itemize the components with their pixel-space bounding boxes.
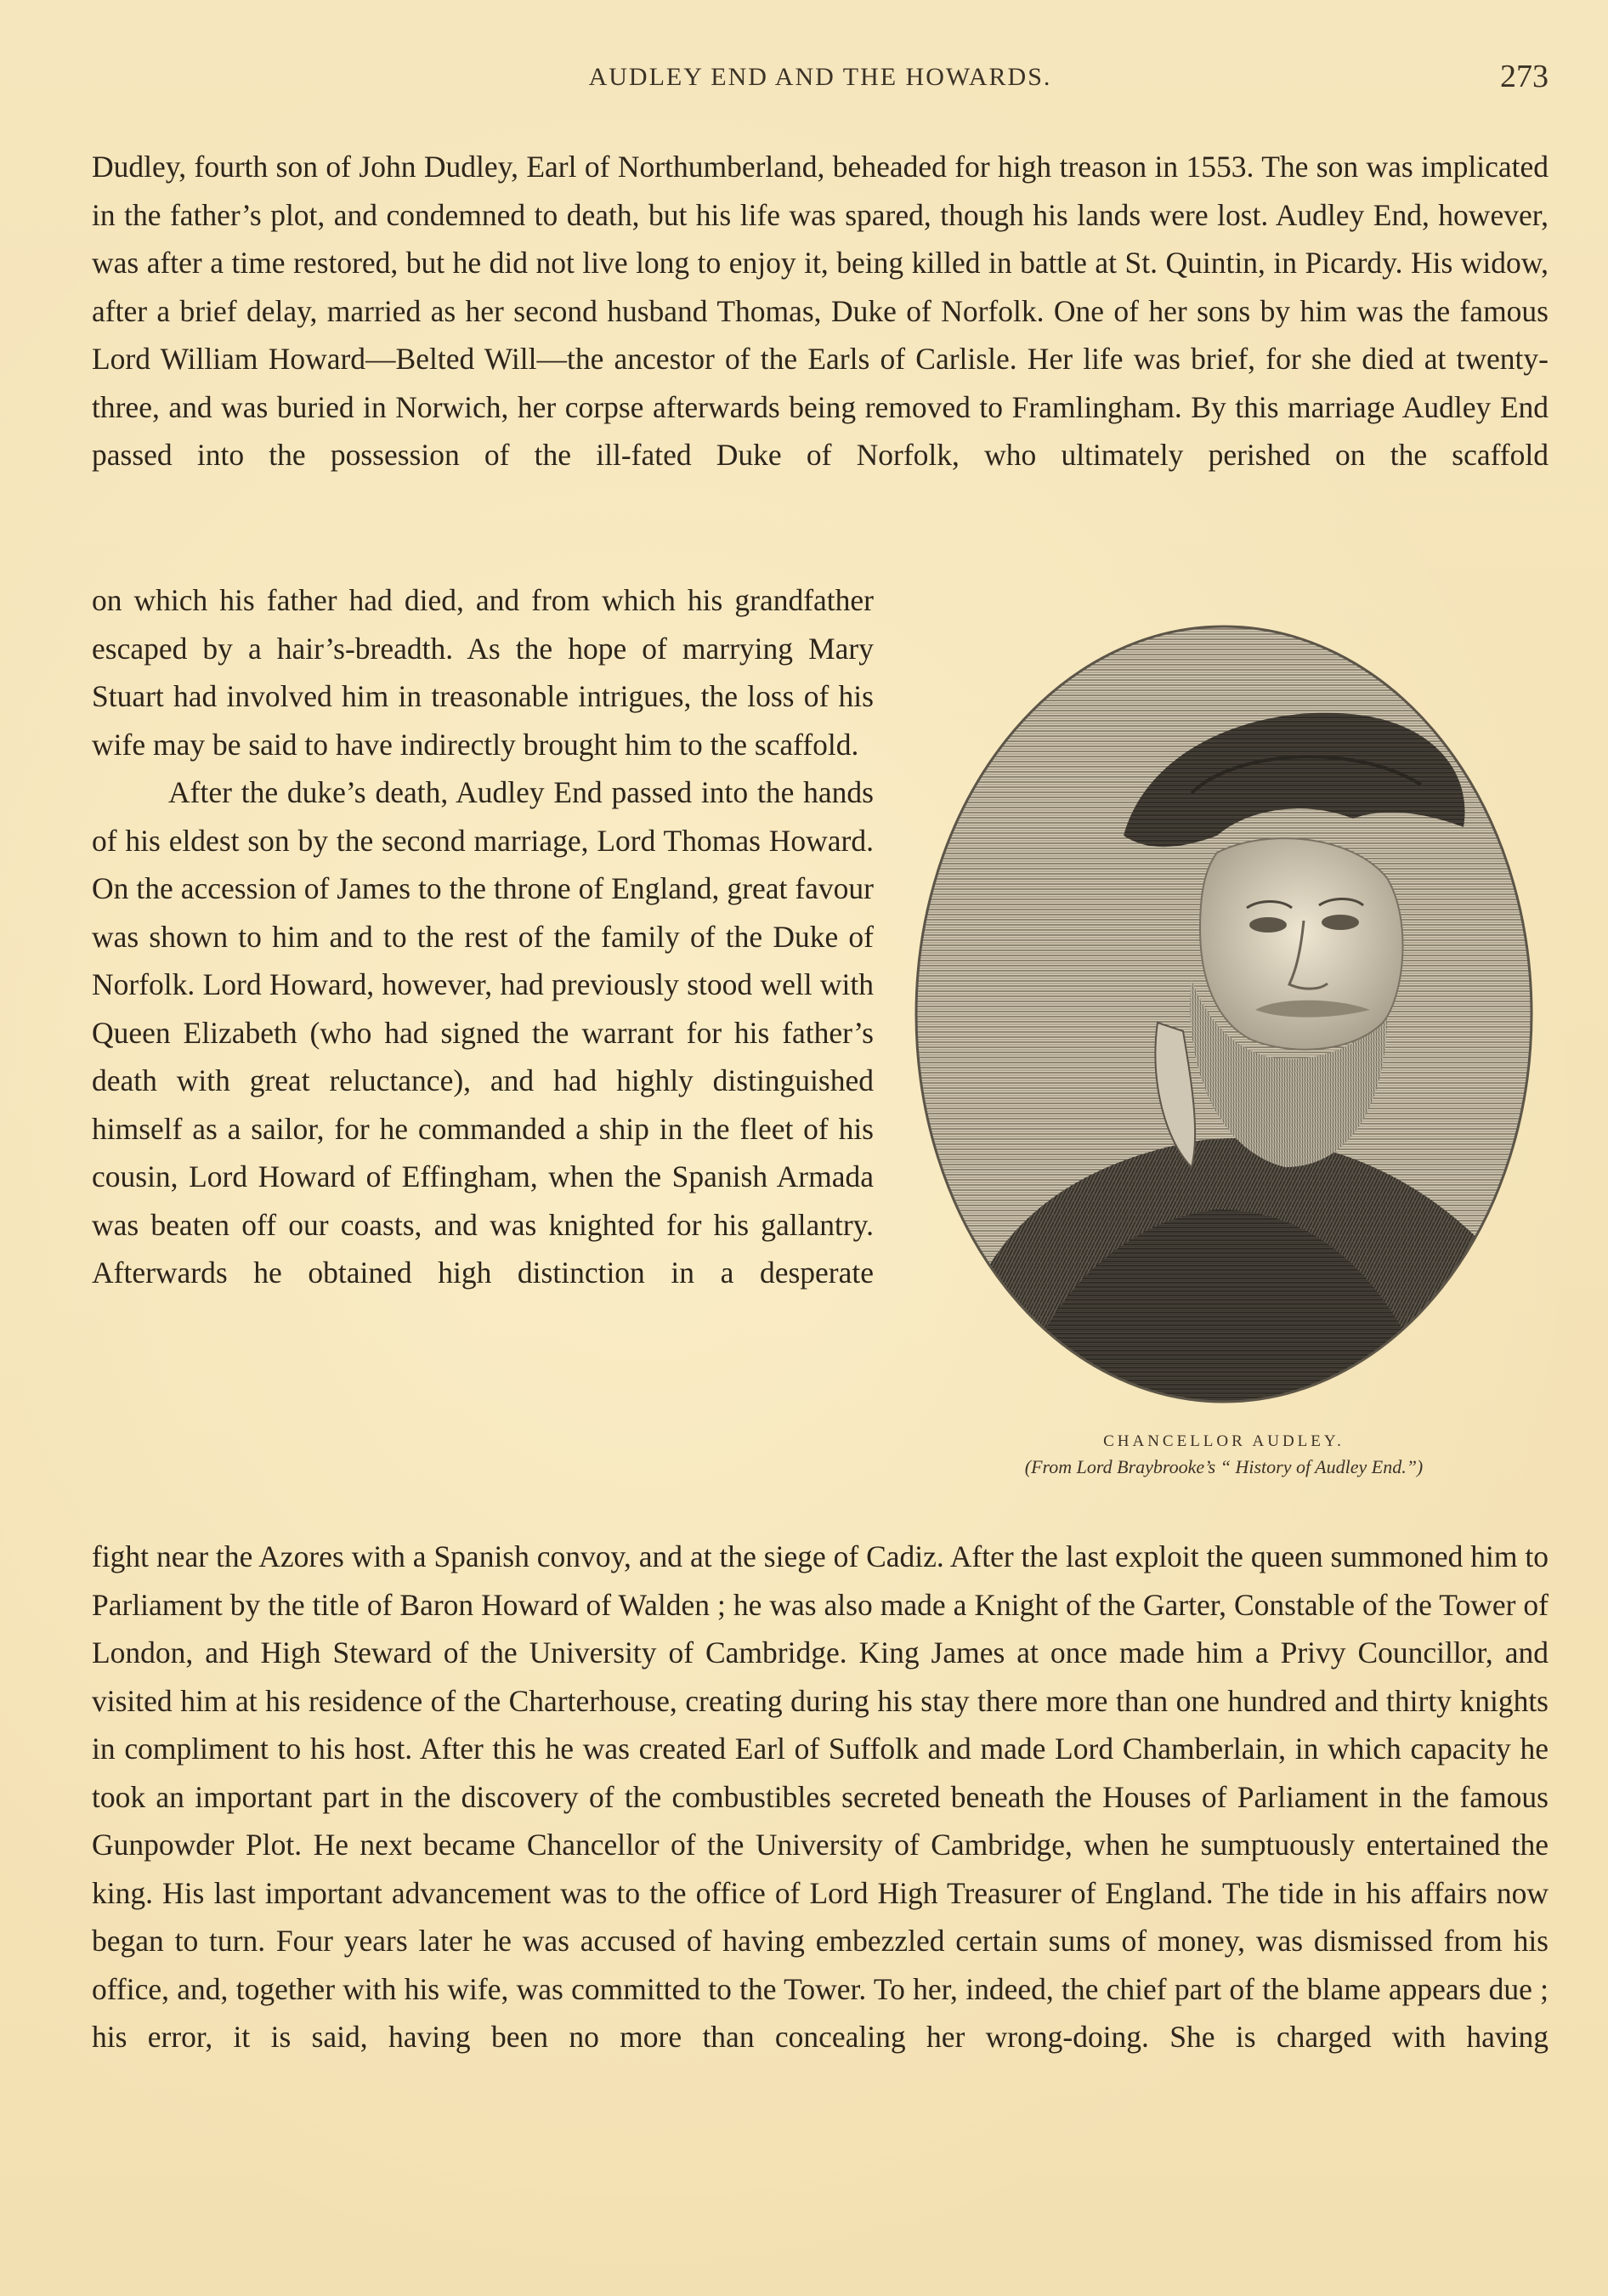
- caption-title: CHANCELLOR AUDLEY.: [1103, 1432, 1345, 1450]
- left-column: [92, 576, 874, 1297]
- bottom-paragraph: fight near the Azores with a Spanish convoy, and at the siege of Cadiz. After the last exploit the queen summoned him to Parliament by the title of Baron Howard of Walden ; he was also made a Knight of the Garter, Constable of the Tower of London, and High Steward of the University of Cambridge. King James at once made him a Privy Councillor, and visited him at his residence of the Charterhouse, creating during his stay there more than one hundred and thirty knights in compliment to his host. After this he was created Earl of Suffolk and made Lord Chamberlain, in which capacity he took an important part in the discovery of the combustibles secreted beneath the Houses of Parliament in the famous Gunpowder Plot. He next became Chancellor of the University of Cambridge, when he sumptuously entertained the king. His last important advancement was to the office of Lord High Treasurer of England. The tide in his affairs now began to turn. Four years later he was accused of having embezzled certain sums of money, was dismissed from his office, and, together with his wife, was committed to the Tower. To her, indeed, the chief part of the blame appears due ; his error, it is said, having been no more than concealing her wrong-doing. She is charged with having: [92, 1539, 1549, 2054]
- figure-caption: [901, 1431, 1547, 1482]
- page-number: 273: [1500, 59, 1549, 94]
- running-head: AUDLEY END AND THE HOWARDS.: [588, 63, 1052, 91]
- portrait-figure: [911, 623, 1537, 1405]
- caption-source: (From Lord Braybrooke’s “ History of Audley End.”): [1024, 1456, 1424, 1477]
- page-header: [92, 59, 1549, 105]
- top-paragraph: Dudley, fourth son of John Dudley, Earl of Northumberland, beheaded for high treason in 1553. The son was implicated in the father’s plot, and condemned to death, but his life was spared, though his lands were lost. Audley End, however, was after a time restored, but he did not live long to enjoy it, being killed in battle at St. Quintin, in Picardy. His widow, after a brief delay, married as her second husband Thomas, Duke of Norfolk. One of her sons by him was the famous Lord William Howard—Belted Will—the ancestor of the Earls of Carlisle. Her life was brief, for she died at twenty-three, and was buried in Norwich, her corpse afterwards being removed to Framlingham. By this marriage Audley End passed into the possession of the ill-fated Duke of Norfolk, who ultimately perished on the scaffold: [92, 150, 1549, 472]
- left-paragraph-2: After the duke’s death, Audley End passed into the hands of his eldest son by the second marriage, Lord Thomas Howard. On the accession of James to the throne of England, great favour was shown to him and to the rest of the family of the Duke of Norfolk. Lord Howard, however, had previously stood well with Queen Elizabeth (who had signed the warrant for his father’s death with great reluctance), and had highly distinguished himself as a sailor, for he commanded a ship in the fleet of his cousin, Lord Howard of Effingham, when the Spanish Armada was beaten off our coasts, and was knighted for his gallantry. Afterwards he obtained high distinction in a desperate: [92, 775, 874, 1290]
- left-paragraph-1: on which his father had died, and from which his grandfather escaped by a hair’s-breadth. As the hope of marrying Mary Stuart had involved him in treasonable intrigues, the loss of his wife may be said to have indirectly brought him to the scaffold.: [92, 583, 874, 762]
- chancellor-portrait-engraving: [911, 623, 1537, 1405]
